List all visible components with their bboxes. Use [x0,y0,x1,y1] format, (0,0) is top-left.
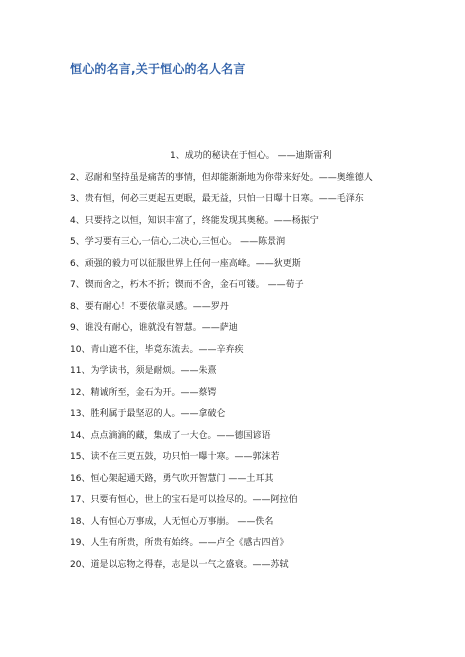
list-item: 7、锲而舍之，朽木不折；锲而不舍，金石可镂。 ——荀子 [70,280,304,290]
list-item: 9、谁没有耐心，谁就没有智慧。——萨迪 [70,323,238,333]
list-item: 16、恒心架起通天路，勇气吹开智慧门 ——土耳其 [70,473,274,484]
list-item: 15、读不在三更五鼓，功只怕一曝十寒。——郭沫若 [70,452,280,462]
list-item: 17、只要有恒心，世上的宝石是可以捡尽的。——阿拉伯 [70,495,298,505]
list-item: 13、胜利属于最坚忍的人。——拿破仑 [70,409,226,419]
list-item: 18、人有恒心万事成，人无恒心万事崩。 ——佚名 [70,516,274,527]
list-item: 11、为学读书，须是耐烦。——朱熹 [70,366,217,376]
quote-list [70,150,410,580]
list-item: 20、道是以忘物之得春，志是以一气之盛衰。——苏轼 [70,559,289,570]
list-item: 8、要有耐心！不要依靠灵感。——罗丹 [70,301,229,312]
list-item: 6、顽强的毅力可以征服世界上任何一座高峰。——狄更斯 [70,258,301,269]
list-item: 4、只要持之以恒，知识丰富了，终能发现其奥秘。——杨振宁 [70,215,319,226]
list-item: 12、精诚所至，金石为开。——蔡锷 [70,387,217,398]
list-item: 19、人生有所贵，所贵有始终。——卢仝《感古四首》 [70,538,289,548]
list-item: 1、成功的秘诀在于恒心。 ——迪斯雷利 [170,151,332,161]
list-item: 5、学习要有三心,一信心,二决心,三恒心。 ——陈景润 [70,237,286,247]
list-item: 14、点点滴滴的藏，集成了一大仓。——德国谚语 [70,430,271,441]
page-title: 恒心的名言,关于恒心的名人名言 [70,62,246,76]
list-item: 10、青山遮不住，毕竟东流去。——辛弃疾 [70,344,244,355]
list-item: 2、忍耐和坚持虽是痛苦的事情，但却能渐渐地为你带来好处。——奥维德人 [70,172,373,183]
list-item: 3、贵有恒，何必三更起五更眠，最无益，只怕一日曝十日寒。——毛泽东 [70,194,364,204]
